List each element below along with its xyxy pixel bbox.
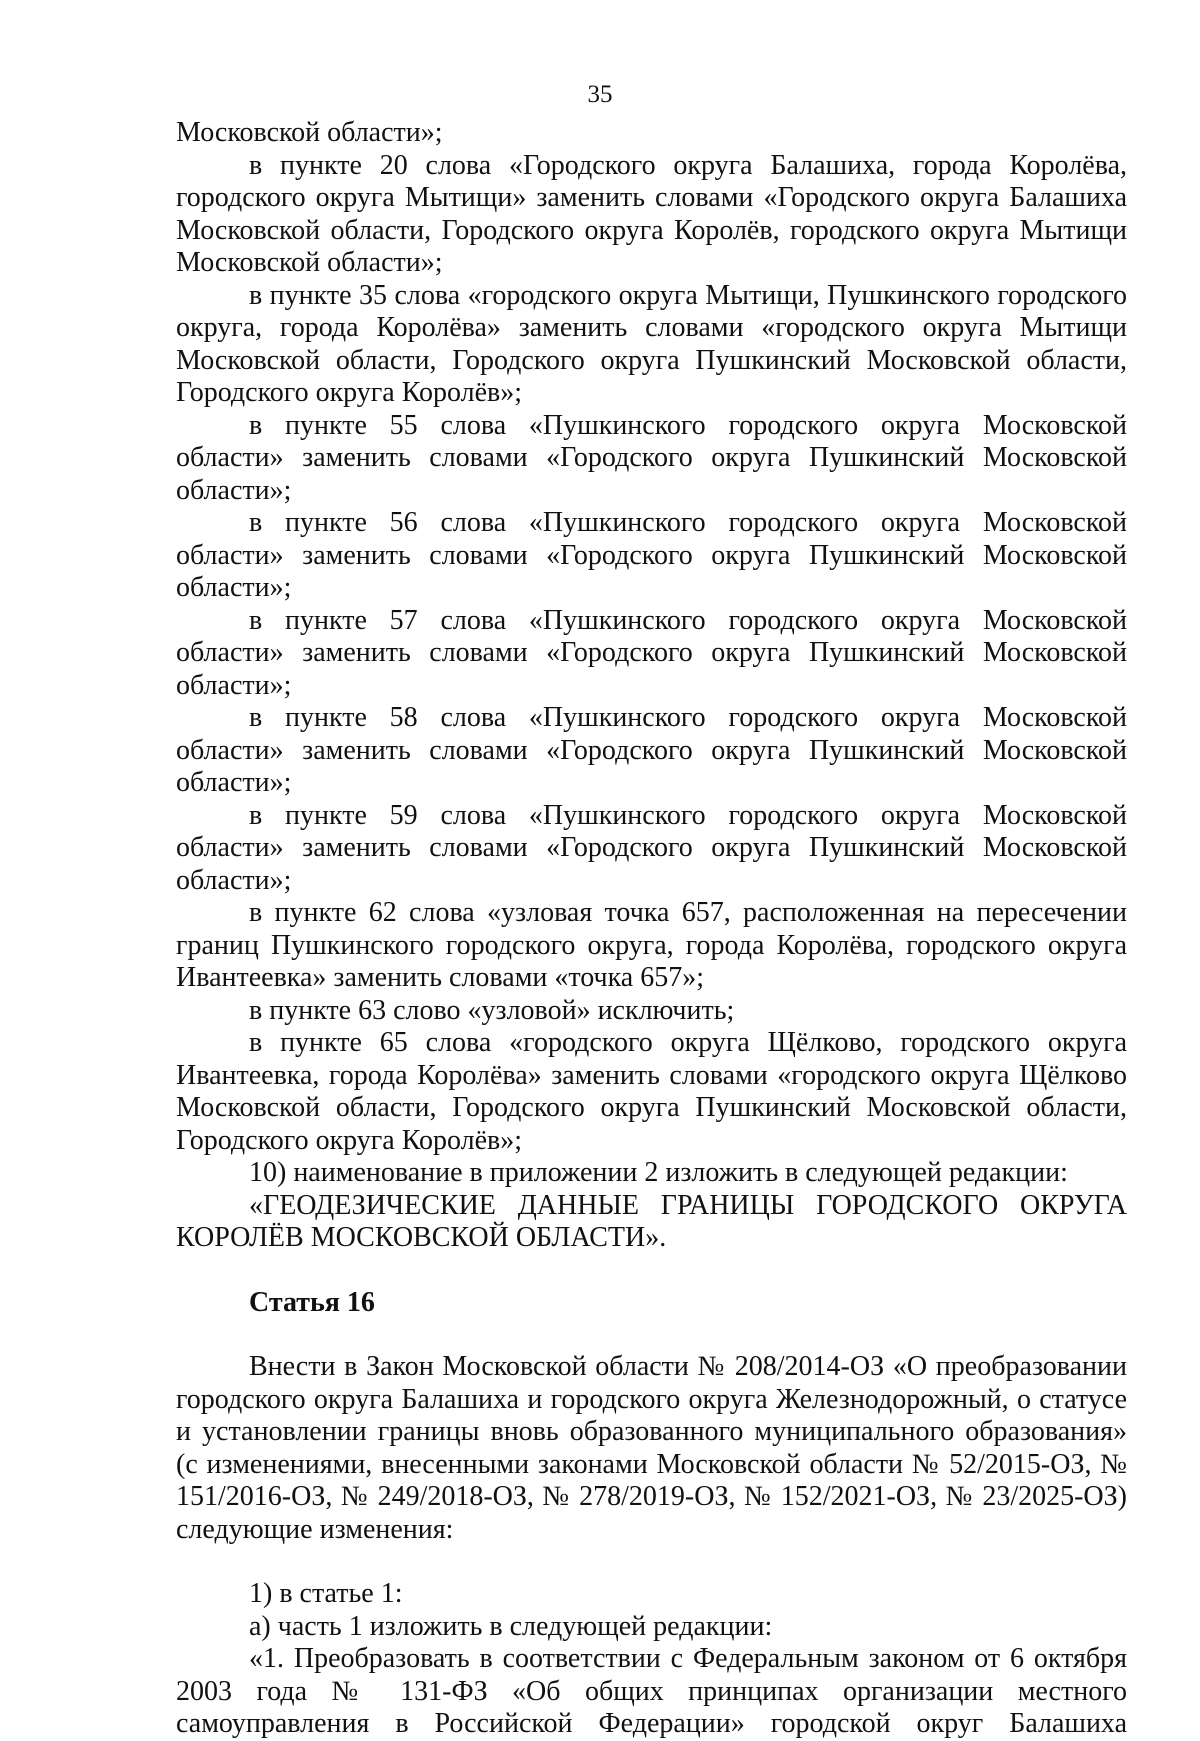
paragraph: в пункте 58 слова «Пушкинского городского округа Московской области» заменить словами «Городского округа Пушкинский Московской области»; xyxy=(176,702,1127,798)
paragraph: а) часть 1 изложить в следующей редакции: xyxy=(249,1610,773,1642)
paragraph: «1. Преобразовать в соответствии с Федеральным законом от 6 октября 2003 года № 131-ФЗ «Об общих принципах организации местного самоуправления в Российской Федерации» городской округ Балашиха xyxy=(176,1643,1127,1739)
paragraph: в пункте 57 слова «Пушкинского городского округа Московской области» заменить словами «Городского округа Пушкинский Московской области»; xyxy=(176,604,1127,701)
paragraph: в пункте 62 слова «узловая точка 657, расположенная на пересечении границ Пушкинского городского округа, города Королёва, городского округа Ивантеевка» заменить словами «точка 657»; xyxy=(176,897,1127,993)
spacer xyxy=(176,1546,1127,1578)
paragraph: в пункте 65 слова «городского округа Щёлково, городского округа Ивантеевка, города Королёва» заменить словами «городского округа Щёлково Московской области, Городского округа Пушкинский Московской области, Городского округа Королёв»; xyxy=(176,1027,1127,1156)
paragraph: в пункте 20 слова «Городского округа Балашиха, города Королёва, городского округа Мытищи» заменить словами «Городского округа Балашиха Московской области, Городского округа Королёв, городского округа Мытищи Московской области»; xyxy=(176,149,1127,278)
paragraph: в пункте 55 слова «Пушкинского городского округа Московской области» заменить словами «Городского округа Пушкинский Московской области»; xyxy=(176,409,1127,506)
paragraph: «ГЕОДЕЗИЧЕСКИЕ ДАННЫЕ ГРАНИЦЫ ГОРОДСКОГО ОКРУГА КОРОЛЁВ МОСКОВСКОЙ ОБЛАСТИ». xyxy=(176,1189,1127,1253)
paragraph: в пункте 35 слова «городского округа Мытищи, Пушкинского городского округа, города Королёва» заменить словами «городского округа Мытищи Московской области, Городского округа Пушкинский Московской области, Городского округа Королёв»; xyxy=(176,279,1127,408)
paragraph: в пункте 63 слово «узловой» исключить; xyxy=(249,994,735,1026)
document-body xyxy=(176,117,1127,1741)
paragraph: Московской области»; xyxy=(176,117,443,148)
spacer xyxy=(176,1255,1127,1287)
article-heading: Статья 16 xyxy=(249,1286,375,1318)
paragraph: 10) наименование в приложении 2 изложить в следующей редакции: xyxy=(249,1157,1068,1188)
page-number: 35 xyxy=(587,81,613,108)
spacer xyxy=(176,1319,1127,1351)
paragraph: в пункте 59 слова «Пушкинского городского округа Московской области» заменить словами «Городского округа Пушкинский Московской области»; xyxy=(176,799,1127,896)
paragraph: в пункте 56 слова «Пушкинского городского округа Московской области» заменить словами «Городского округа Пушкинский Московской области»; xyxy=(176,507,1127,603)
article-intro: Внести в Закон Московской области № 208/2014-ОЗ «О преобразовании городского округа Балашиха и городского округа Железнодорожный, о статусе и установлении границы вновь образованного муниципального образования» (с изменениями, внесенными законами Московской области № 52/2015-ОЗ, № 151/2016-ОЗ, № 249/2018-ОЗ, № 278/2019-ОЗ, № 152/2021-ОЗ, № 23/2025-ОЗ) следующие изменения: xyxy=(176,1351,1127,1545)
paragraph: 1) в статье 1: xyxy=(249,1578,403,1609)
